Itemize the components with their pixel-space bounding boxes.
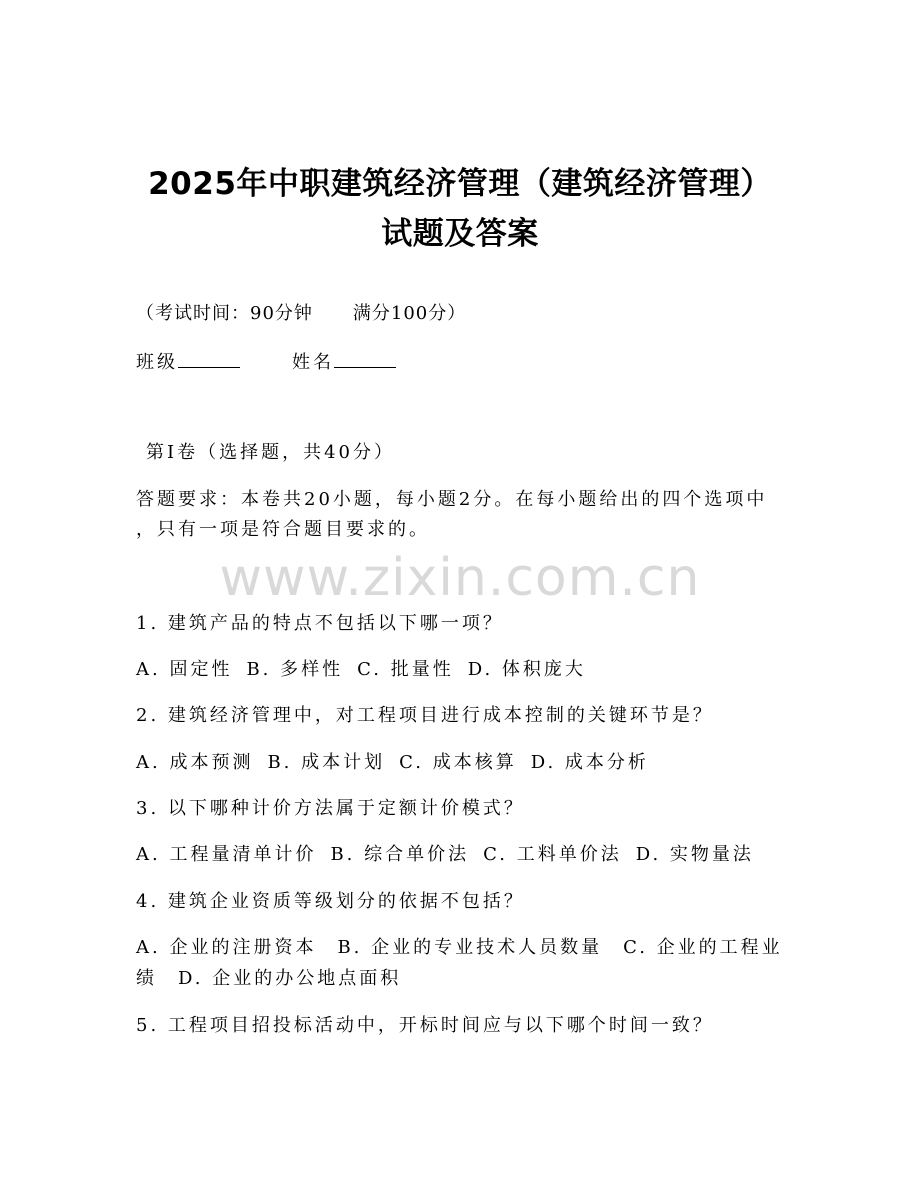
question-4: 4. 建筑企业资质等级划分的依据不包括？ bbox=[136, 891, 525, 912]
question-4-options-line-1: A. 企业的注册资本 B. 企业的专业技术人员数量 C. 企业的工程业 bbox=[136, 937, 783, 958]
option-a[interactable]: A. 成本预测 bbox=[136, 752, 254, 773]
question-3: 3. 以下哪种计价方法属于定额计价模式？ bbox=[136, 798, 525, 819]
option-b[interactable]: B. 成本计划 bbox=[267, 752, 386, 773]
student-info bbox=[136, 349, 396, 375]
name-label: 姓名 bbox=[292, 352, 334, 373]
option-a[interactable]: A. 固定性 bbox=[136, 659, 233, 680]
option-d[interactable]: D. 实物量法 bbox=[635, 844, 754, 865]
question-2-options bbox=[136, 751, 649, 775]
instructions-line-2: ，只有一项是符合题目要求的。 bbox=[136, 519, 430, 540]
option-a[interactable]: A. 工程量清单计价 bbox=[136, 844, 317, 865]
option-c[interactable]: C. 批量性 bbox=[357, 659, 454, 680]
title-line-1: 2025年中职建筑经济管理（建筑经济管理） bbox=[148, 166, 772, 202]
question-1-options bbox=[136, 658, 586, 682]
option-b[interactable]: B. 综合单价法 bbox=[330, 844, 470, 865]
class-label: 班级 bbox=[136, 352, 178, 373]
question-3-options bbox=[136, 843, 754, 867]
option-c[interactable]: C. 工料单价法 bbox=[483, 844, 622, 865]
exam-info bbox=[136, 302, 466, 326]
option-d[interactable]: D. 体积庞大 bbox=[467, 659, 586, 680]
question-4-options-line-2: 绩 D. 企业的办公地点面积 bbox=[136, 968, 402, 989]
exam-time: （考试时间：90分钟 bbox=[136, 303, 313, 324]
option-c[interactable]: C. 成本核算 bbox=[399, 752, 517, 773]
full-score: 满分100分） bbox=[352, 303, 467, 324]
question-5: 5. 工程项目招投标活动中，开标时间应与以下哪个时间一致？ bbox=[136, 1015, 714, 1036]
section-title: 第Ⅰ卷（选择题，共40分） bbox=[146, 442, 396, 463]
option-d[interactable]: D. 成本分析 bbox=[530, 752, 649, 773]
instructions-line-1: 答题要求：本卷共20小题，每小题2分。在每小题给出的四个选项中 bbox=[136, 489, 768, 510]
question-1: 1. 建筑产品的特点不包括以下哪一项？ bbox=[136, 613, 504, 634]
watermark: www.zixin.com.cn bbox=[219, 548, 701, 608]
title-line-2: 试题及答案 bbox=[381, 216, 539, 252]
question-2: 2. 建筑经济管理中，对工程项目进行成本控制的关键环节是？ bbox=[136, 705, 714, 726]
class-blank[interactable] bbox=[178, 349, 240, 368]
name-blank[interactable] bbox=[334, 349, 396, 368]
option-b[interactable]: B. 多样性 bbox=[246, 659, 344, 680]
